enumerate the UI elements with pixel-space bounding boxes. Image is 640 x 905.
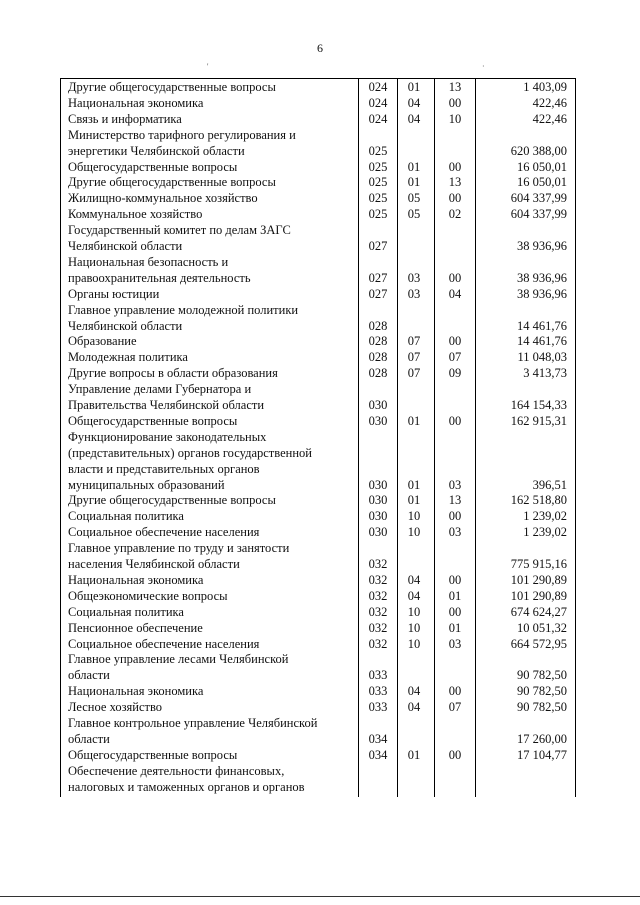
row-section: 04 [407,111,421,126]
row-name: Пенсионное обеспечение [68,620,203,635]
row-subsection: 03 [448,477,462,492]
table-row [0,111,640,127]
row-section: 01 [407,493,421,508]
row-sum: 162 518,80 [510,493,567,508]
row-section: 01 [407,159,421,174]
row-name: Другие вопросы в области образования [68,366,278,381]
row-subsection: 00 [448,159,462,174]
row-name: Другие общегосударственные вопросы [68,493,276,508]
row-name: Главное управление лесами Челябинской [68,652,289,667]
table-row [0,159,640,175]
table-row [0,190,640,206]
row-subsection: 00 [448,509,462,524]
table-row [0,429,640,445]
row-section: 10 [407,509,421,524]
row-code: 032 [368,636,388,651]
table-row [0,763,640,779]
row-sum: 16 050,01 [517,159,567,174]
row-section: 03 [407,270,421,285]
table-row [0,95,640,111]
row-code: 030 [368,493,388,508]
table-row [0,731,640,747]
row-section: 01 [407,80,421,94]
row-subsection: 00 [448,684,462,699]
table-row [0,397,640,413]
row-section: 04 [407,700,421,715]
row-subsection: 00 [448,572,462,587]
table-row [0,302,640,318]
table-row [0,318,640,334]
row-code: 030 [368,525,388,540]
row-name: Жилищно-коммунальное хозяйство [68,191,258,206]
page-number: 6 [317,41,323,55]
table-row [0,79,640,95]
row-name: Главное управление по труду и занятости [68,541,290,556]
row-subsection: 01 [448,588,462,603]
row-subsection: 00 [448,270,462,285]
table-row [0,286,640,302]
row-subsection: 03 [448,525,462,540]
table-row [0,477,640,493]
row-subsection: 07 [448,700,462,715]
row-sum: 14 461,76 [517,318,567,333]
row-sum: 101 290,89 [510,588,567,603]
row-code: 032 [368,620,388,635]
table-row [0,461,640,477]
row-name: Общеэкономические вопросы [68,588,228,603]
row-name: Общегосударственные вопросы [68,413,238,428]
row-sum: 101 290,89 [510,572,567,587]
table-row [0,572,640,588]
row-section: 01 [407,413,421,428]
table-row [0,270,640,286]
row-sum: 1 239,02 [523,509,567,524]
row-sum: 1 239,02 [523,525,567,540]
row-sum: 664 572,95 [510,636,567,651]
row-code: 025 [368,159,388,174]
row-name: Главное контрольное управление Челябинской [68,716,318,730]
row-sum: 396,51 [532,477,567,492]
row-sum: 14 461,76 [517,334,567,349]
row-code: 024 [368,80,388,94]
row-name: области [68,731,110,746]
row-code: 030 [368,398,388,412]
row-name: Национальная экономика [68,572,204,587]
row-code: 033 [368,700,388,715]
row-sum: 90 782,50 [517,684,567,699]
row-name: Общегосударственные вопросы [68,159,238,174]
row-name: Национальная экономика [68,95,204,110]
row-name: муниципальных образований [68,477,225,492]
row-code: 027 [368,239,388,253]
row-section: 04 [407,572,421,587]
row-sum: 162 915,31 [510,413,567,428]
table-row [0,779,640,795]
row-name: Социальное обеспечение населения [68,636,260,651]
row-name: правоохранительная деятельность [68,270,251,285]
row-name: Лесное хозяйство [68,700,163,715]
table-row [0,524,640,540]
row-section: 04 [407,95,421,110]
row-name: Социальное обеспечение населения [68,525,260,540]
row-sum: 604 337,99 [510,191,567,206]
row-subsection: 00 [448,95,462,110]
row-subsection: 10 [448,111,462,126]
row-name: Молодежная политика [68,350,188,365]
row-subsection: 00 [448,334,462,349]
row-sum: 16 050,01 [517,175,567,190]
row-section: 10 [407,525,421,540]
table-row [0,174,640,190]
row-name: Другие общегосударственные вопросы [68,175,276,190]
row-code: 028 [368,366,388,381]
table-row [0,540,640,556]
row-section: 10 [407,636,421,651]
row-subsection: 13 [448,80,462,94]
row-subsection: 04 [448,286,462,301]
row-section: 07 [407,334,421,349]
row-sum: 38 936,96 [517,270,567,285]
row-sum: 17 260,00 [517,731,567,746]
row-code: 024 [368,111,388,126]
page-bottom-edge [0,896,640,897]
row-name: Управление делами Губернатора и [68,382,252,397]
table-row [0,206,640,222]
row-sum: 1 403,09 [523,80,567,94]
row-sum: 674 624,27 [510,604,567,619]
table-row [0,349,640,365]
row-sum: 164 154,33 [510,398,567,412]
row-sum: 90 782,50 [517,668,567,683]
row-code: 033 [368,668,388,683]
row-name: Главное управление молодежной политики [68,302,299,317]
table-row [0,365,640,381]
scan-mark: ' [207,62,209,71]
scan-mark: · [482,62,485,71]
row-subsection: 07 [448,350,462,365]
row-name: Связь и информатика [68,111,182,126]
row-section: 07 [407,366,421,381]
row-code: 032 [368,588,388,603]
row-section: 05 [407,191,421,206]
row-sum: 620 388,00 [510,143,567,158]
table-row [0,556,640,572]
row-code: 032 [368,572,388,587]
row-subsection: 00 [448,191,462,206]
row-subsection: 00 [448,747,462,762]
row-code: 033 [368,684,388,699]
row-section: 07 [407,350,421,365]
row-name: Органы юстиции [68,286,160,301]
table-row [0,508,640,524]
row-code: 030 [368,413,388,428]
row-name: Социальная политика [68,509,184,524]
row-name: Коммунальное хозяйство [68,207,203,222]
row-name: Обеспечение деятельности финансовых, [68,763,285,778]
row-sum: 10 051,32 [517,620,567,635]
row-subsection: 13 [448,175,462,190]
row-sum: 17 104,77 [517,747,567,762]
row-subsection: 03 [448,636,462,651]
row-sum: 775 915,16 [510,557,567,571]
row-subsection: 02 [448,207,462,222]
table-row [0,127,640,143]
table-row [0,683,640,699]
row-name: Социальная политика [68,604,184,619]
row-code: 025 [368,207,388,222]
row-sum: 38 936,96 [517,286,567,301]
row-code: 025 [368,143,388,158]
row-code: 034 [368,731,388,746]
row-subsection: 00 [448,413,462,428]
row-name: Правительства Челябинской области [68,398,265,412]
row-section: 10 [407,604,421,619]
row-sum: 3 413,73 [523,366,567,381]
table-row [0,699,640,715]
row-code: 025 [368,191,388,206]
row-subsection: 13 [448,493,462,508]
row-code: 028 [368,350,388,365]
row-name: Министерство тарифного регулирования и [68,127,296,142]
row-name: налоговых и таможенных органов и органов [68,779,305,794]
row-name: Государственный комитет по делам ЗАГС [68,223,291,238]
row-name: Национальная безопасность и [68,254,229,269]
row-name: власти и представительных органов [68,461,260,476]
row-code: 024 [368,95,388,110]
row-section: 10 [407,620,421,635]
table-row [0,588,640,604]
row-code: 028 [368,318,388,333]
row-name: энергетики Челябинской области [68,143,245,158]
row-sum: 604 337,99 [510,207,567,222]
row-code: 028 [368,334,388,349]
table-row [0,715,640,731]
table-row [0,333,640,349]
row-subsection: 01 [448,620,462,635]
table-row [0,413,640,429]
table-row [0,651,640,667]
row-code: 027 [368,286,388,301]
row-code: 032 [368,557,388,571]
row-section: 04 [407,588,421,603]
row-section: 03 [407,286,421,301]
row-sum: 422,46 [532,111,567,126]
row-code: 027 [368,270,388,285]
row-section: 05 [407,207,421,222]
row-code: 025 [368,175,388,190]
table-row [0,667,640,683]
row-name: населения Челябинской области [68,557,240,571]
table-row [0,445,640,461]
table-row [0,222,640,238]
row-code: 032 [368,604,388,619]
table-row [0,381,640,397]
table-row [0,747,640,763]
row-name: (представительных) органов государственной [68,445,312,460]
row-section: 04 [407,684,421,699]
table-row [0,254,640,270]
table-row [0,636,640,652]
row-name: Общегосударственные вопросы [68,747,238,762]
row-section: 01 [407,477,421,492]
row-code: 030 [368,509,388,524]
table-row [0,620,640,636]
row-sum: 38 936,96 [517,239,567,253]
row-subsection: 00 [448,604,462,619]
row-code: 034 [368,747,388,762]
row-name: Челябинской области [68,318,183,333]
table-row [0,238,640,254]
row-subsection: 09 [448,366,462,381]
table-row [0,492,640,508]
row-section: 01 [407,175,421,190]
row-sum: 422,46 [532,95,567,110]
row-sum: 11 048,03 [517,350,567,365]
table-row [0,143,640,159]
row-name: области [68,668,110,683]
row-name: Образование [68,334,137,349]
row-name: Другие общегосударственные вопросы [68,80,276,94]
row-name: Челябинской области [68,239,183,253]
row-code: 030 [368,477,388,492]
table-row [0,604,640,620]
row-sum: 90 782,50 [517,700,567,715]
row-name: Национальная экономика [68,684,204,699]
row-section: 01 [407,747,421,762]
row-name: Функционирование законодательных [68,429,267,444]
